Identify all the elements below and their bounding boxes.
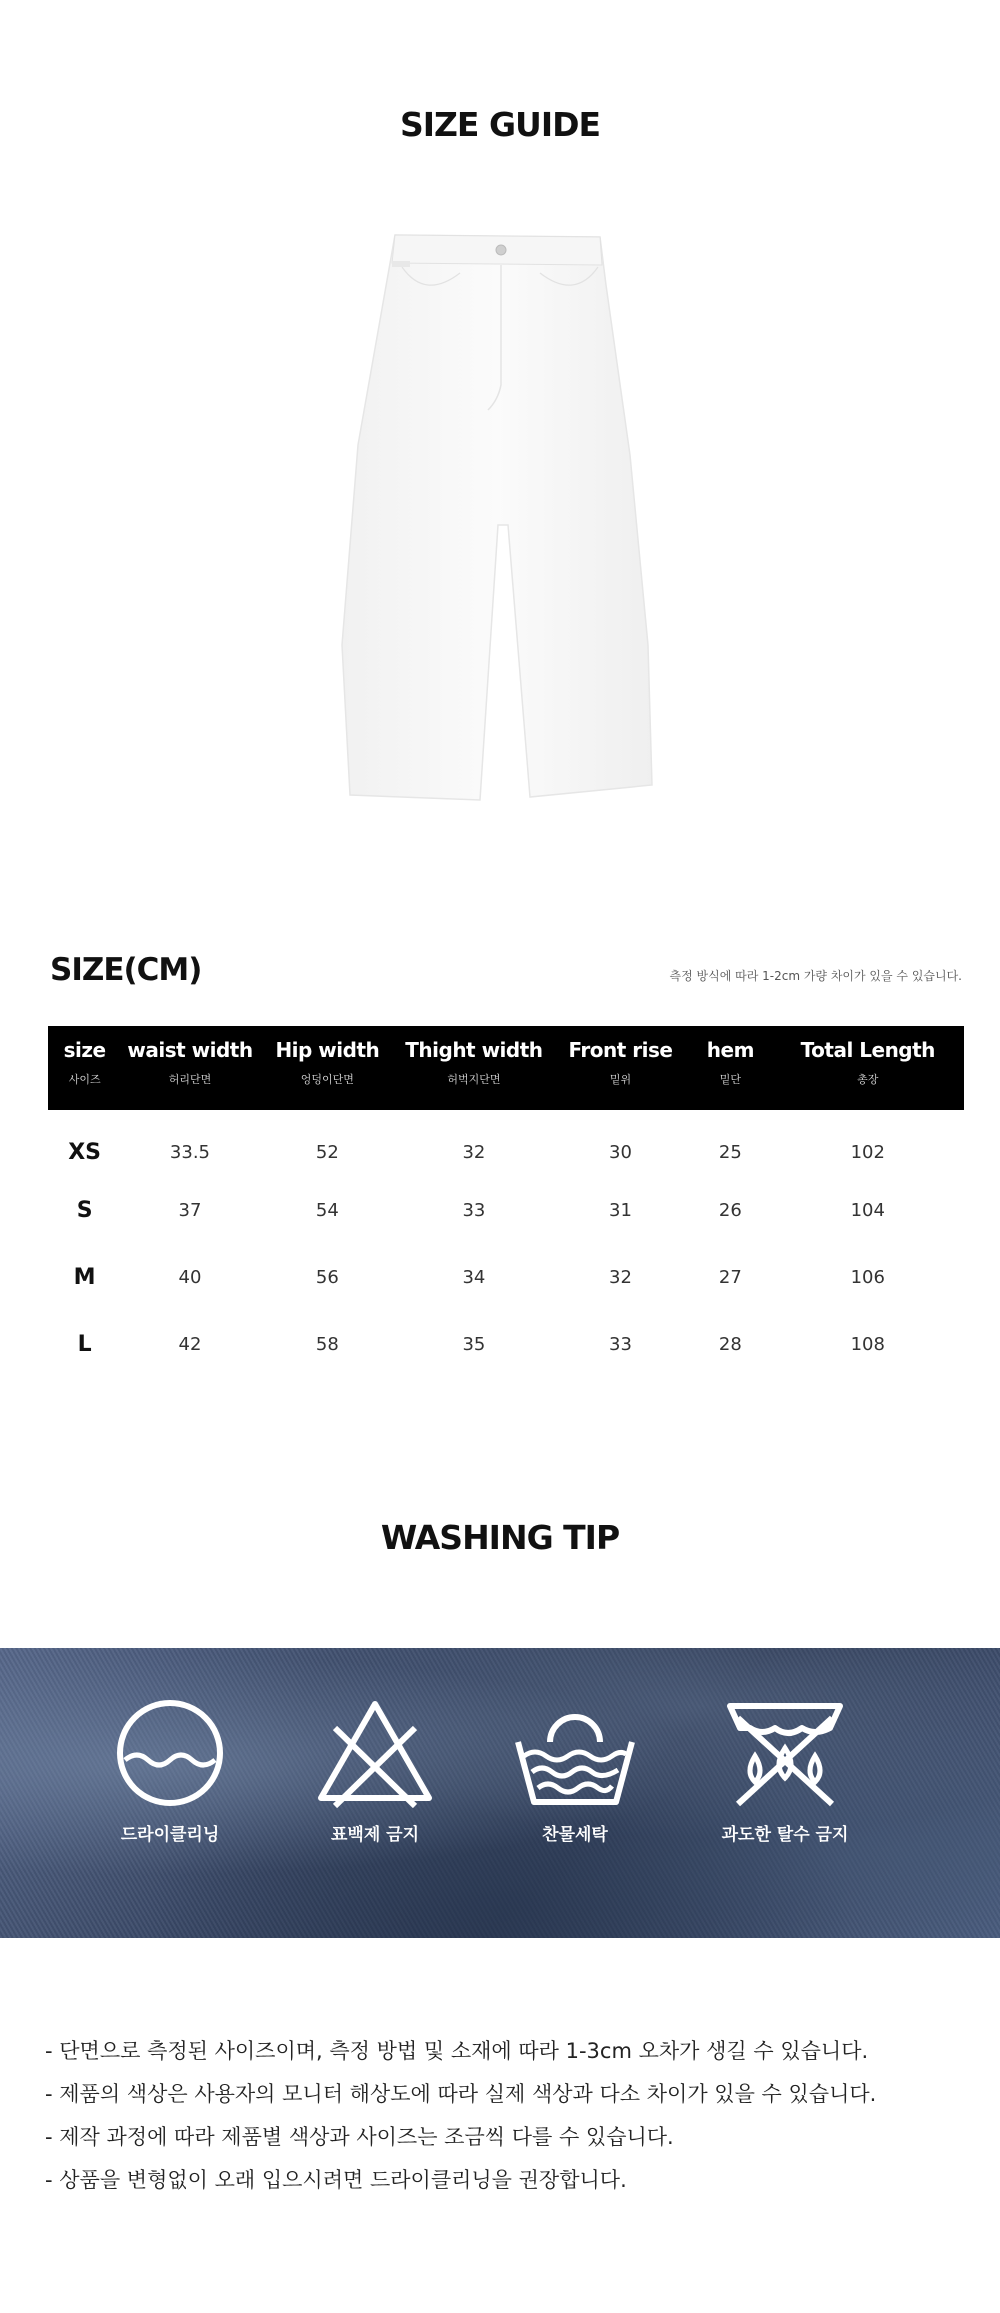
table-cell: 27 xyxy=(718,1267,742,1288)
table-cell: 58 xyxy=(315,1334,339,1355)
no-excessive-spin-icon xyxy=(720,1698,850,1808)
header-thigh: Thight width 허벅지단면 xyxy=(405,1038,543,1086)
header-waist: waist width 허리단면 xyxy=(127,1038,253,1086)
note-line: - 단면으로 측정된 사이즈이며, 측정 방법 및 소재에 따라 1-3cm 오차가 생길 수 있습니다. xyxy=(45,2039,869,2063)
table-row xyxy=(48,1311,964,1378)
header-hem: hem 밑단 xyxy=(706,1038,754,1086)
table-cell: 31 xyxy=(609,1200,632,1221)
table-cell: 108 xyxy=(850,1334,885,1355)
wash-item-no-bleach xyxy=(290,1698,460,1845)
wash-label: 찬물세탁 xyxy=(542,1825,608,1845)
no-bleach-icon xyxy=(315,1698,435,1808)
note-line: - 제품의 색상은 사용자의 모니터 해상도에 따라 실제 색상과 다소 차이가 있을 수 있습니다. xyxy=(45,2082,877,2106)
table-cell: 42 xyxy=(178,1334,202,1355)
table-cell: 28 xyxy=(718,1334,742,1355)
table-cell: 35 xyxy=(462,1334,486,1355)
table-cell: 32 xyxy=(462,1141,486,1163)
table-cell: 33 xyxy=(462,1200,486,1221)
washing-banner xyxy=(0,1648,1000,1938)
note-line: - 상품을 변형없이 오래 입으시려면 드라이클리닝을 권장합니다. xyxy=(45,2168,627,2192)
wash-item-dry-clean xyxy=(85,1698,255,1845)
note-line: - 제작 과정에 따라 제품별 색상과 사이즈는 조금씩 다를 수 있습니다. xyxy=(45,2125,674,2149)
table-cell: 32 xyxy=(609,1267,632,1288)
cold-wash-icon xyxy=(510,1698,640,1808)
header-hip: Hip width 엉덩이단면 xyxy=(275,1038,380,1086)
size-section-title: SIZE(CM) xyxy=(50,952,202,988)
table-cell: 33 xyxy=(609,1334,632,1355)
table-cell: 104 xyxy=(850,1200,885,1221)
table-cell: 52 xyxy=(315,1141,339,1163)
table-row xyxy=(48,1177,964,1244)
table-row xyxy=(48,1110,964,1177)
table-cell: 37 xyxy=(178,1200,202,1221)
size-cell: M xyxy=(73,1265,96,1290)
washing-tip-title: WASHING TIP xyxy=(380,1518,620,1557)
table-cell: 25 xyxy=(718,1141,742,1163)
wash-label: 표백제 금지 xyxy=(330,1825,420,1845)
header-front-rise: Front rise 밑위 xyxy=(568,1038,673,1086)
table-row xyxy=(48,1244,964,1311)
table-cell: 26 xyxy=(718,1200,742,1221)
size-cell: S xyxy=(76,1198,93,1223)
table-cell: 30 xyxy=(609,1141,632,1163)
table-cell: 34 xyxy=(462,1267,486,1288)
size-table xyxy=(48,1026,964,1378)
wash-label: 드라이클리닝 xyxy=(120,1825,220,1845)
size-cell: XS xyxy=(68,1139,102,1165)
table-cell: 56 xyxy=(315,1267,339,1288)
header-size: size 사이즈 xyxy=(63,1038,106,1086)
table-header-row xyxy=(48,1026,964,1110)
measurement-note: 측정 방식에 따라 1-2cm 가량 차이가 있을 수 있습니다. xyxy=(669,969,962,983)
dry-clean-icon xyxy=(115,1698,225,1808)
wash-item-no-spin xyxy=(700,1698,870,1845)
size-cell: L xyxy=(77,1332,92,1357)
table-cell: 33.5 xyxy=(169,1141,210,1163)
page-title: SIZE GUIDE xyxy=(399,105,601,144)
header-total-length: Total Length 총장 xyxy=(800,1038,935,1086)
table-cell: 54 xyxy=(315,1200,339,1221)
table-cell: 106 xyxy=(850,1267,885,1288)
table-cell: 102 xyxy=(850,1141,885,1163)
wash-label: 과도한 탈수 금지 xyxy=(721,1825,849,1845)
wash-item-cold-wash xyxy=(490,1698,660,1845)
notes-list xyxy=(45,2030,965,2202)
product-image xyxy=(330,225,675,815)
table-cell: 40 xyxy=(178,1267,202,1288)
